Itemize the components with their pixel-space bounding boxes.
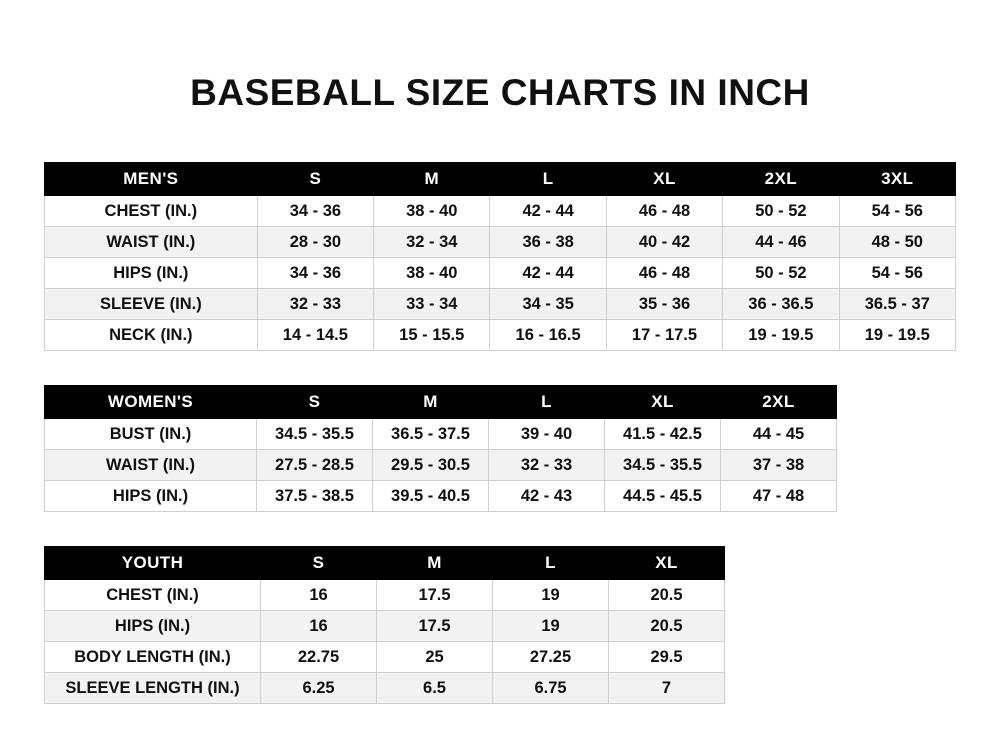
cell: 47 - 48 [721, 481, 837, 512]
mens-header-xl: XL [606, 163, 722, 196]
womens-table-header [45, 386, 837, 419]
cell: 34 - 35 [490, 289, 606, 320]
table-header-row [45, 547, 725, 580]
cell: 34.5 - 35.5 [605, 450, 721, 481]
cell: 22.75 [261, 642, 377, 673]
cell: 36 - 36.5 [723, 289, 839, 320]
womens-table-body [45, 419, 837, 512]
mens-header-2xl: 2XL [723, 163, 839, 196]
row-label: WAIST (IN.) [45, 227, 258, 258]
cell: 38 - 40 [374, 196, 490, 227]
cell: 16 [261, 611, 377, 642]
cell: 42 - 44 [490, 258, 606, 289]
womens-header-m: M [373, 386, 489, 419]
cell: 19 [493, 611, 609, 642]
cell: 17.5 [377, 580, 493, 611]
row-label: WAIST (IN.) [45, 450, 257, 481]
cell: 25 [377, 642, 493, 673]
row-label: HIPS (IN.) [45, 481, 257, 512]
table-row [45, 481, 837, 512]
cell: 48 - 50 [839, 227, 955, 258]
page-title: BASEBALL SIZE CHARTS IN INCH [190, 72, 810, 113]
cell: 42 - 44 [490, 196, 606, 227]
cell: 42 - 43 [489, 481, 605, 512]
table-row [45, 580, 725, 611]
cell: 16 [261, 580, 377, 611]
cell: 37 - 38 [721, 450, 837, 481]
cell: 39 - 40 [489, 419, 605, 450]
youth-table-header [45, 547, 725, 580]
cell: 32 - 33 [257, 289, 373, 320]
table-row [45, 320, 956, 351]
cell: 44 - 45 [721, 419, 837, 450]
cell: 39.5 - 40.5 [373, 481, 489, 512]
mens-table-header [45, 163, 956, 196]
youth-size-table [44, 546, 725, 704]
table-row [45, 419, 837, 450]
row-label: SLEEVE LENGTH (IN.) [45, 673, 261, 704]
cell: 27.25 [493, 642, 609, 673]
table-row [45, 450, 837, 481]
cell: 34 - 36 [257, 196, 373, 227]
row-label: HIPS (IN.) [45, 258, 258, 289]
cell: 27.5 - 28.5 [257, 450, 373, 481]
cell: 37.5 - 38.5 [257, 481, 373, 512]
cell: 20.5 [609, 611, 725, 642]
table-header-row [45, 386, 837, 419]
table-row [45, 227, 956, 258]
cell: 7 [609, 673, 725, 704]
cell: 34.5 - 35.5 [257, 419, 373, 450]
cell: 46 - 48 [606, 258, 722, 289]
youth-header-l: L [493, 547, 609, 580]
cell: 20.5 [609, 580, 725, 611]
cell: 28 - 30 [257, 227, 373, 258]
cell: 40 - 42 [606, 227, 722, 258]
cell: 29.5 - 30.5 [373, 450, 489, 481]
table-header-row [45, 163, 956, 196]
mens-size-table [44, 162, 956, 351]
cell: 19 - 19.5 [839, 320, 955, 351]
womens-size-table [44, 385, 837, 512]
cell: 32 - 34 [374, 227, 490, 258]
womens-header-xl: XL [605, 386, 721, 419]
size-tables-container [0, 162, 1000, 704]
cell: 14 - 14.5 [257, 320, 373, 351]
row-label: SLEEVE (IN.) [45, 289, 258, 320]
youth-header-s: S [261, 547, 377, 580]
cell: 17 - 17.5 [606, 320, 722, 351]
table-row [45, 289, 956, 320]
cell: 50 - 52 [723, 196, 839, 227]
row-label: BODY LENGTH (IN.) [45, 642, 261, 673]
youth-header-m: M [377, 547, 493, 580]
mens-table-body [45, 196, 956, 351]
cell: 6.25 [261, 673, 377, 704]
cell: 33 - 34 [374, 289, 490, 320]
cell: 46 - 48 [606, 196, 722, 227]
cell: 50 - 52 [723, 258, 839, 289]
cell: 6.5 [377, 673, 493, 704]
youth-header-category: YOUTH [45, 547, 261, 580]
table-row [45, 673, 725, 704]
table-row [45, 642, 725, 673]
youth-header-xl: XL [609, 547, 725, 580]
cell: 36 - 38 [490, 227, 606, 258]
table-row [45, 611, 725, 642]
cell: 34 - 36 [257, 258, 373, 289]
womens-header-2xl: 2XL [721, 386, 837, 419]
cell: 19 - 19.5 [723, 320, 839, 351]
mens-header-category: MEN'S [45, 163, 258, 196]
cell: 29.5 [609, 642, 725, 673]
mens-header-l: L [490, 163, 606, 196]
row-label: HIPS (IN.) [45, 611, 261, 642]
womens-header-s: S [257, 386, 373, 419]
cell: 54 - 56 [839, 196, 955, 227]
cell: 32 - 33 [489, 450, 605, 481]
cell: 36.5 - 37.5 [373, 419, 489, 450]
cell: 44 - 46 [723, 227, 839, 258]
cell: 54 - 56 [839, 258, 955, 289]
table-row [45, 196, 956, 227]
row-label: BUST (IN.) [45, 419, 257, 450]
womens-header-category: WOMEN'S [45, 386, 257, 419]
cell: 35 - 36 [606, 289, 722, 320]
table-row [45, 258, 956, 289]
cell: 41.5 - 42.5 [605, 419, 721, 450]
mens-header-s: S [257, 163, 373, 196]
cell: 19 [493, 580, 609, 611]
cell: 36.5 - 37 [839, 289, 955, 320]
row-label: CHEST (IN.) [45, 580, 261, 611]
row-label: CHEST (IN.) [45, 196, 258, 227]
mens-header-m: M [374, 163, 490, 196]
mens-header-3xl: 3XL [839, 163, 955, 196]
cell: 44.5 - 45.5 [605, 481, 721, 512]
cell: 6.75 [493, 673, 609, 704]
womens-header-l: L [489, 386, 605, 419]
row-label: NECK (IN.) [45, 320, 258, 351]
cell: 17.5 [377, 611, 493, 642]
cell: 16 - 16.5 [490, 320, 606, 351]
cell: 38 - 40 [374, 258, 490, 289]
cell: 15 - 15.5 [374, 320, 490, 351]
youth-table-body [45, 580, 725, 704]
